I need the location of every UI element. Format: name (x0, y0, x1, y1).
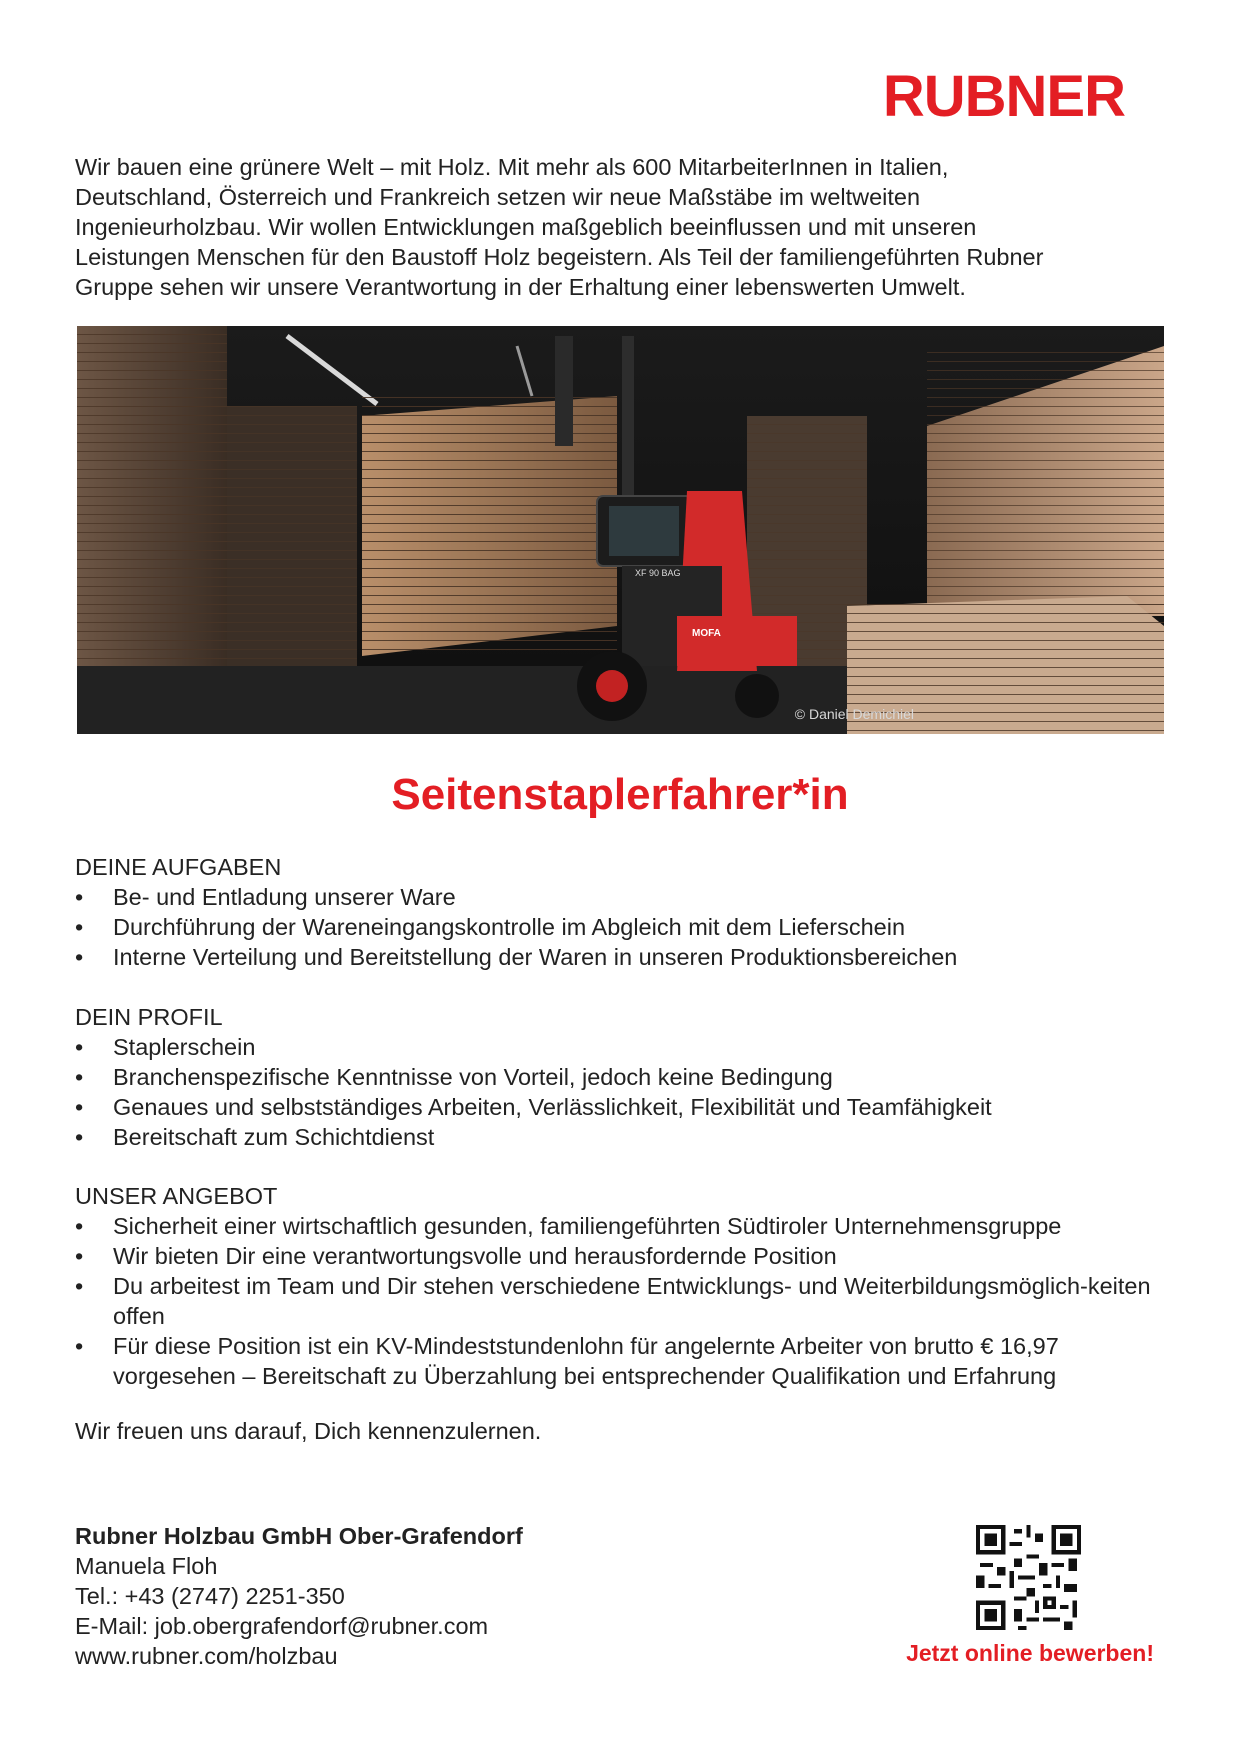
section-heading: UNSER ANGEBOT (75, 1183, 278, 1209)
apply-online-link[interactable]: Jetzt online bewerben! (906, 1640, 1154, 1666)
hero-photo (77, 326, 1164, 734)
forklift-warehouse-illustration (77, 326, 1164, 734)
company-name: Rubner Holzbau GmbH Ober-Grafendorf (75, 1523, 523, 1549)
list-item: • Durchführung der Wareneingangskontrolle im Abgleich mit dem Lieferschein (75, 912, 1165, 942)
body-label: MOFA (692, 628, 721, 639)
closing-text: Wir freuen uns darauf, Dich kennenzulernen. (75, 1418, 542, 1444)
contact-website[interactable]: www.rubner.com/holzbau (75, 1643, 338, 1669)
list-item: • Bereitschaft zum Schichtdienst (75, 1122, 1165, 1152)
rubner-logo: RUBNER (882, 64, 1125, 129)
job-title: Seitenstaplerfahrer*in (391, 770, 849, 819)
list-item: • Sicherheit einer wirtschaftlich gesunden, familiengeführten Südtiroler Unternehmensgruppe (75, 1211, 1165, 1241)
qr-code[interactable] (976, 1525, 1081, 1630)
list-item: • Genaues und selbstständiges Arbeiten, Verlässlichkeit, Flexibilität und Teamfähigkeit (75, 1092, 1165, 1122)
list-item: • Staplerschein (75, 1032, 1165, 1062)
list-item: • Be- und Entladung unserer Ware (75, 882, 1165, 912)
section-profil (75, 1002, 1165, 1152)
section-aufgaben (75, 852, 1165, 972)
list-item: • Du arbeitest im Team und Dir stehen verschiedene Entwicklungs- und Weiterbildungsmöglich-keiten offen (75, 1271, 1165, 1331)
section-angebot (75, 1181, 1165, 1391)
contact-email[interactable]: E-Mail: job.obergrafendorf@rubner.com (75, 1613, 489, 1639)
list-item: • Branchenspezifische Kenntnisse von Vorteil, jedoch keine Bedingung (75, 1062, 1165, 1092)
photo-credit: © Daniel Demichiel (794, 706, 914, 722)
section-heading: DEINE AUFGABEN (75, 854, 282, 880)
list-item: • Für diese Position ist ein KV-Mindeststundenlohn für angelernte Arbeiter von brutto € 16,97 vorgesehen – Bereitschaft zu Überzahlung bei entsprechender Qualifikation und Erfahrung (75, 1331, 1165, 1391)
contact-phone[interactable]: Tel.: +43 (2747) 2251-350 (75, 1583, 345, 1609)
list-item: • Wir bieten Dir eine verantwortungsvolle und herausfordernde Position (75, 1241, 1165, 1271)
company-intro: Wir bauen eine grünere Welt – mit Holz. Mit mehr als 600 MitarbeiterInnen in Italien, Deutschland, Österreich und Frankreich setzen wir neue Maßstäbe im weltweiten Ingenieurholzbau. Wir wollen Entwicklungen maßgeblich beeinflussen und mit unseren Leistungen Menschen für den Baustoff Holz begeistern. Als Teil der familiengeführten Rubner Gruppe sehen wir unsere Verantwortung in der Erhaltung einer lebenswerten Umwelt. (75, 154, 1044, 300)
contact-person: Manuela Floh (75, 1553, 218, 1579)
cab-label: XF 90 BAG (635, 568, 681, 578)
list-item: • Interne Verteilung und Bereitstellung der Waren in unseren Produktionsbereichen (75, 942, 1165, 972)
section-heading: DEIN PROFIL (75, 1004, 223, 1030)
contact-block (75, 1521, 523, 1671)
